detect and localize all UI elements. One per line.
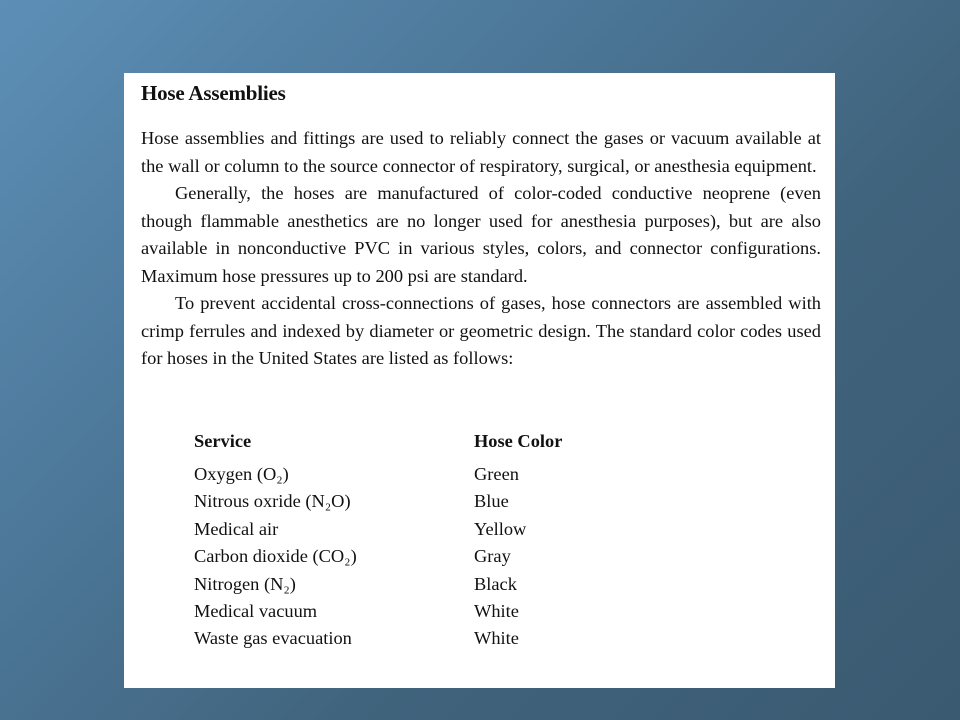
hose-color-cell: Black — [474, 573, 517, 594]
table-row — [194, 461, 614, 488]
document-title: Hose Assemblies — [141, 81, 286, 105]
service-cell: Nitrous oxride (N₂O) — [194, 491, 351, 512]
paragraph-2: Generally, the hoses are manufactured of color-coded conductive neoprene (even though flammable anesthetics are no longer used for anesthesia purposes), but are also available in nonconductive PVC in various styles, colors, and connector configurations. Maximum hose pressures up to 200 psi are standard. — [141, 183, 821, 286]
service-cell: Waste gas evacuation — [194, 628, 352, 649]
service-cell: Carbon dioxide (CO₂) — [194, 546, 357, 567]
table-row — [194, 625, 614, 652]
service-cell: Nitrogen (N₂) — [194, 573, 296, 594]
hose-color-table — [194, 427, 614, 653]
table-header-row — [194, 427, 614, 461]
table-row — [194, 488, 614, 515]
hose-color-cell: Blue — [474, 491, 509, 512]
service-cell: Oxygen (O₂) — [194, 464, 289, 484]
hose-color-cell: Green — [474, 464, 519, 484]
hose-color-cell: White — [474, 628, 519, 649]
paragraph-1: Hose assemblies and fittings are used to reliably connect the gases or vacuum available at the wall or column to the source connector of respiratory, surgical, or anesthesia equipment. — [141, 128, 821, 176]
hose-color-cell: Yellow — [474, 518, 527, 539]
table-row — [194, 516, 614, 543]
service-cell: Medical air — [194, 518, 279, 539]
hose-color-cell: White — [474, 600, 519, 621]
table-row — [194, 571, 614, 598]
hose-color-cell: Gray — [474, 546, 511, 567]
paragraph-3: To prevent accidental cross-connections of gases, hose connectors are assembled with crimp ferrules and indexed by diameter or geometric design. The standard color codes used for hoses in the United States are listed as follows: — [141, 293, 821, 368]
header-service: Service — [194, 431, 252, 451]
document-scan — [124, 73, 835, 688]
table-row — [194, 543, 614, 570]
table-row — [194, 598, 614, 625]
document-body — [141, 125, 821, 373]
service-cell: Medical vacuum — [194, 600, 318, 621]
header-hose-color: Hose Color — [474, 431, 563, 451]
